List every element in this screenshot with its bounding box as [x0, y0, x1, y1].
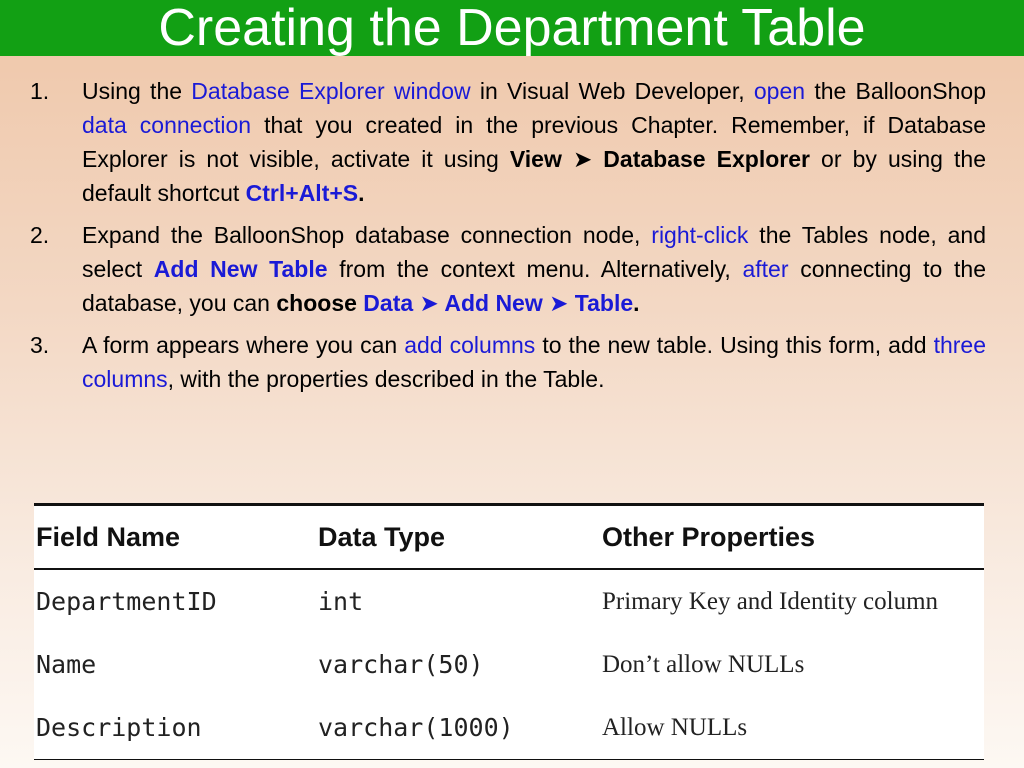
column-header: Other Properties: [600, 505, 984, 570]
step-number: 1.: [30, 78, 50, 104]
highlight-term: add columns: [404, 332, 536, 358]
step-text: [82, 332, 986, 392]
highlight-term: three columns: [82, 332, 987, 392]
text-segment: Expand the BalloonShop database connection node,: [82, 222, 652, 248]
highlight-term: after: [742, 256, 789, 282]
step-text: [82, 78, 986, 206]
text-segment: in Visual Web Developer,: [470, 78, 754, 104]
shortcut-key: Ctrl+Alt+S: [245, 180, 359, 206]
table-cell: Description: [34, 696, 316, 760]
text-segment: Using the: [82, 78, 192, 104]
column-header: Field Name: [34, 505, 316, 570]
highlight-term: data connection: [82, 112, 252, 138]
step-number: 2.: [30, 222, 50, 248]
table-cell: Don’t allow NULLs: [602, 650, 805, 678]
text-segment: .: [358, 180, 365, 206]
menu-command: Add New Table: [153, 256, 328, 282]
menu-path: Data ➤ Add New ➤ Table: [363, 290, 634, 316]
highlight-term: open: [753, 78, 806, 104]
properties-table: [34, 503, 984, 760]
table-cell: DepartmentID: [36, 587, 217, 616]
table-header-row: [34, 505, 984, 570]
table-cell: varchar(50): [318, 650, 484, 679]
table-cell: Primary Key and Identity column: [602, 587, 939, 615]
table-row: [34, 633, 984, 696]
menu-path: View ➤ Database Explorer: [509, 146, 810, 172]
text-segment: .: [633, 290, 640, 316]
column-header: Data Type: [316, 505, 600, 570]
text-segment: the Tables node, and select: [82, 222, 986, 282]
text-segment: that you created in the previous Chapter. Remember, if Database Explorer is not visible, activate it using: [82, 112, 987, 172]
step-3: [30, 328, 986, 396]
step-2: [30, 218, 986, 320]
text-segment: the BalloonShop: [805, 78, 986, 104]
table-cell: int: [318, 587, 364, 616]
emphasis-term: choose: [276, 290, 357, 316]
text-segment: or by using the default shortcut: [82, 146, 986, 206]
text-segment: from the context menu. Alternatively,: [327, 256, 743, 282]
steps-list: [30, 74, 986, 404]
table-row: [34, 696, 984, 760]
step-1: [30, 74, 986, 210]
text-segment: to the new table. Using this form, add: [535, 332, 934, 358]
page-title: Creating the Department Table: [158, 0, 866, 56]
text-segment: connecting to the database, you can: [82, 256, 986, 316]
table-cell: Allow NULLs: [600, 696, 984, 760]
table-row: [34, 569, 984, 633]
table-cell: Name: [36, 650, 97, 679]
properties-table-image: [34, 503, 984, 760]
text-segment: A form appears where you can: [82, 332, 405, 358]
step-text: [82, 222, 986, 316]
step-number: 3.: [30, 332, 50, 358]
table-cell: varchar(1000): [316, 696, 600, 760]
text-segment: , with the properties described in the Table.: [167, 366, 605, 392]
highlight-term: right-click: [651, 222, 749, 248]
highlight-term: Database Explorer window: [191, 78, 471, 104]
